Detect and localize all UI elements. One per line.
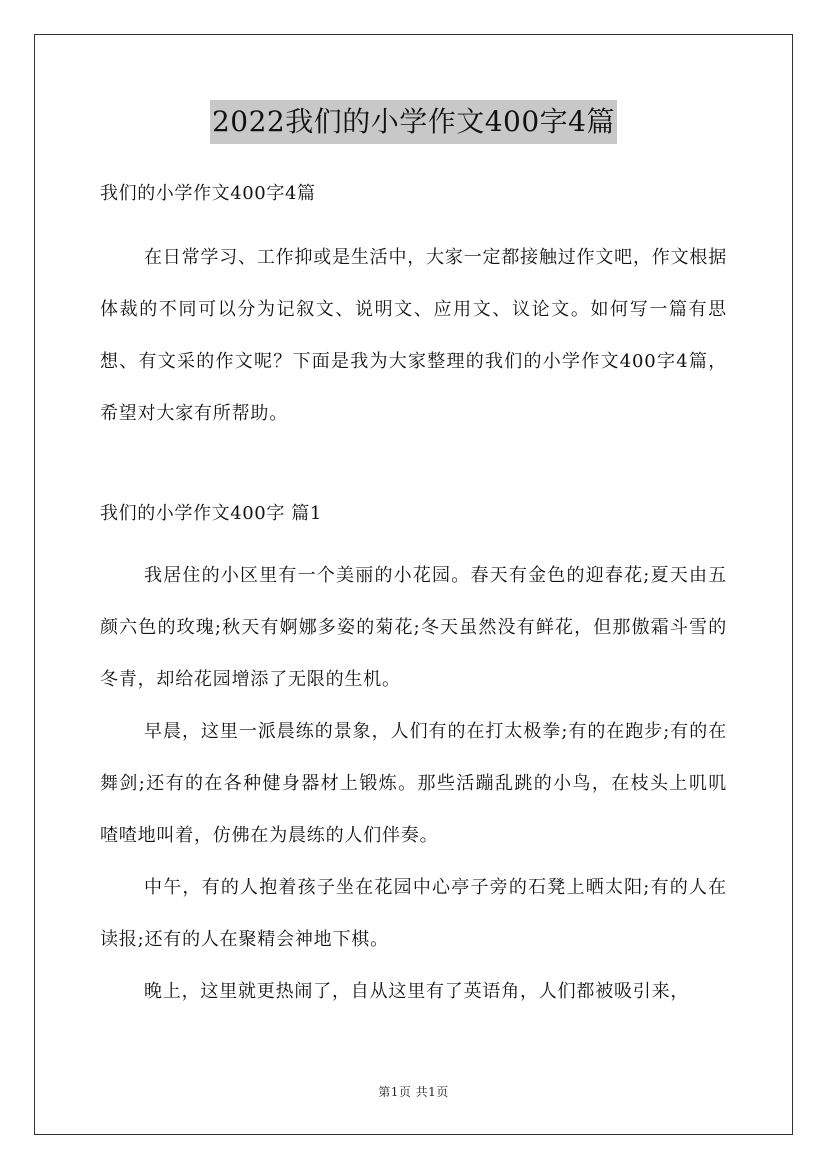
document-body — [100, 176, 727, 1018]
paragraph-1: 我居住的小区里有一个美丽的小花园。春天有金色的迎春花;夏天由五颜六色的玫瑰;秋天有婀娜多姿的菊花;冬天虽然没有鲜花，但那傲霜斗雪的冬青，却给花园增添了无限的生机。 — [100, 565, 727, 690]
paragraph-2: 早晨，这里一派晨练的景象，人们有的在打太极拳;有的在跑步;有的在舞剑;还有的在各种健身器材上锻炼。那些活蹦乱跳的小鸟，在枝头上叽叽喳喳地叫着，仿佛在为晨练的人们伴奏。 — [100, 721, 727, 846]
paragraph-3: 中午，有的人抱着孩子坐在花园中心亭子旁的石凳上晒太阳;有的人在读报;还有的人在聚精会神地下棋。 — [100, 877, 727, 950]
document-subtitle: 我们的小学作文400字4篇 — [100, 183, 316, 204]
section-heading-1: 我们的小学作文400字 篇1 — [100, 503, 322, 524]
intro-paragraph: 在日常学习、工作抑或是生活中，大家一定都接触过作文吧，作文根据体裁的不同可以分为记叙文、说明文、应用文、议论文。如何写一篇有思想、有文采的作文呢？下面是我为大家整理的我们的小学作文400字4篇，希望对大家有所帮助。 — [100, 247, 727, 424]
title-container — [0, 100, 827, 144]
document-title: 2022我们的小学作文400字4篇 — [210, 100, 617, 144]
paragraph-4: 晚上，这里就更热闹了，自从这里有了英语角，人们都被吸引来， — [144, 981, 690, 1002]
page-number: 第1页 共1页 — [378, 1085, 449, 1099]
